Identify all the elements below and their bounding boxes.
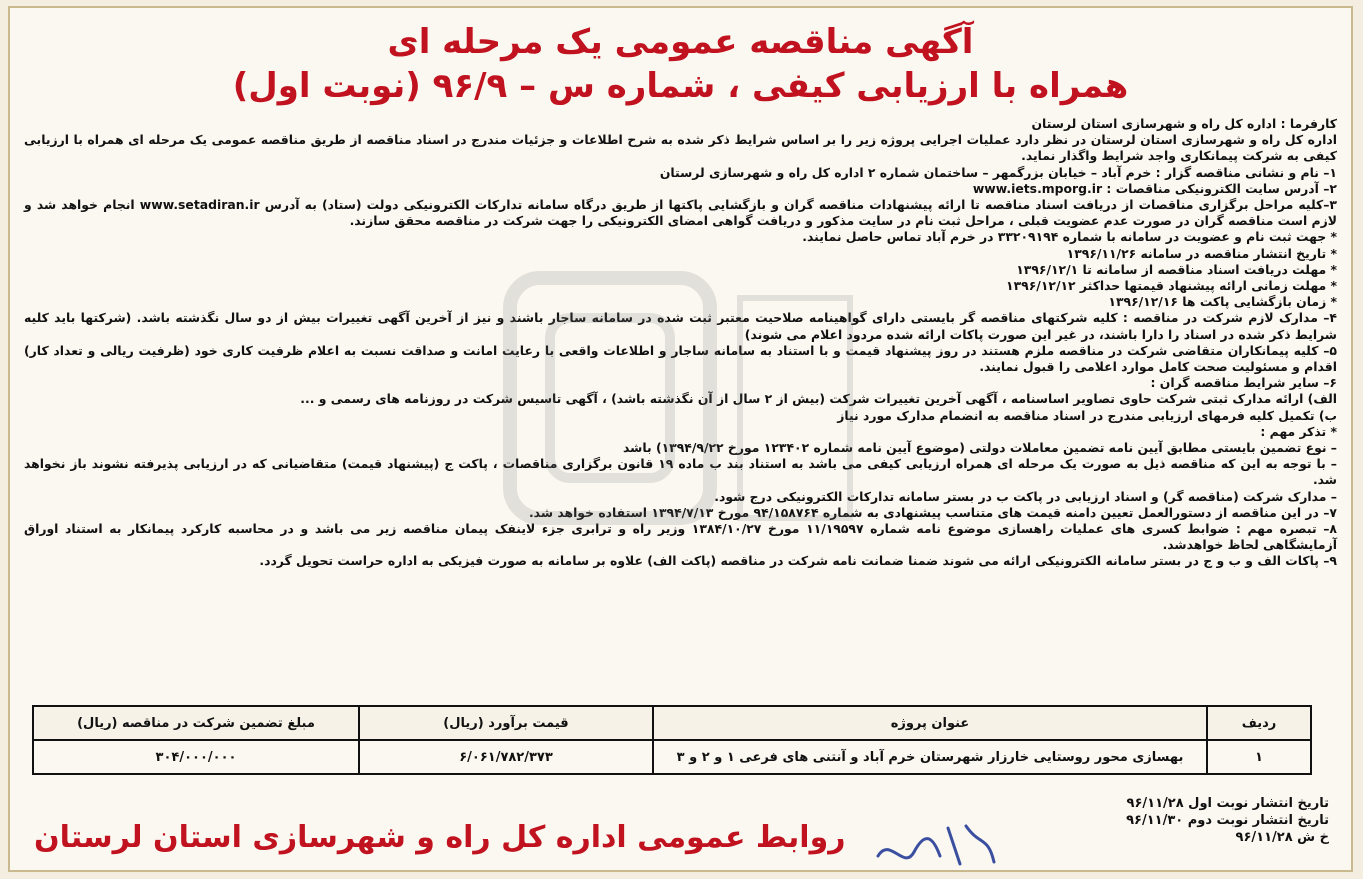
table-header-row [33, 706, 1311, 740]
notice-title-line2: همراه با ارزیابی کیفی ، شماره س – ۹۶/۹ (نوبت اول) [232, 66, 1129, 106]
code-date: خ ش ۹۶/۱۱/۲۸ [1235, 830, 1329, 845]
body-line: – با توجه به این که مناقصه ذیل به صورت یک مرحله ای همراه ارزیابی کیفی می باشد به استناد بند ب ماده ۱۹ قانون برگزاری مناقصات ، پاکت ج (پیشنهاد قیمت) متقاضیانی که در ارزیابی پذیرفته نشوند باز نخواهد شد. [24, 456, 1337, 488]
cell-guarantee: ۳۰۴/۰۰۰/۰۰۰ [33, 740, 359, 774]
body-line: * تاریخ انتشار مناقصه در سامانه ۱۳۹۶/۱۱/۲۶ [1066, 245, 1337, 261]
body-line: ۵– کلیه پیمانکاران متقاضی شرکت در مناقصه ملزم هستند در روز پیشنهاد قیمت و با استناد به سامانه ساجار و اطلاعات واقعی با رعایت امانت و صداقت نسبت به اعلام ظرفیت کاری خود (ظرفیت ریالی و تعداد کار) اقدام و مسئولیت صحت کامل موارد اعلامی را قبول نمایند. [24, 342, 1337, 375]
body-line: ۳–کلیه مراحل برگزاری مناقصات از دریافت اسناد مناقصه تا ارائه پیشنهادات مناقصه گران و بازگشایی پاکتها از طریق درگاه سامانه تدارکات الکترونیکی دولت (ستاد) به آدرس www.setadiran.ir انجام خواهد شد و لازم است مناقصه گران در صورت عدم عضویت قبلی ، مراحل ثبت نام در سایت مذکور و دریافت گواهی امضای الکترونیکی را جهت شرکت در مناقصه محقق سازند. [24, 197, 1337, 229]
body-line: * زمان بازگشایی پاکت ها ۱۳۹۶/۱۲/۱۶ [1108, 294, 1337, 310]
body-line: اداره کل راه و شهرسازی استان لرستان در نظر دارد عملیات اجرایی پروژه زیر را بر اساس شرایط ذکر شده به شرح اطلاعات و جزئیات مندرج در اسناد مناقصه از طریق مناقصه عمومی یک مرحله ای همراه با ارزیابی کیفی به شرکت پیمانکاری واجد شرایط واگذار نماید. [24, 132, 1337, 164]
project-table [32, 705, 1312, 775]
body-line: کارفرما : اداره کل راه و شهرسازی استان لرستان [1031, 116, 1337, 131]
body-line: ۴– مدارک لازم شرکت در مناقصه : کلیه شرکتهای مناقصه گر بایستی دارای گواهینامه صلاحیت معتبر ثبت شده در سامانه ساجار باشند و نیز از آخرین آگهی تغییرات بیش از دو سال نگذشته باشد. (شرکتها باید کلیه شرایط ذکر شده در اسناد را دارا باشند، در غیر این صورت پاکات ارائه شده مردود اعلام می شوند) [24, 310, 1337, 342]
body-line: ب) تکمیل کلیه فرمهای ارزیابی مندرج در اسناد مناقصه به انضمام مدارک مورد نیاز [837, 407, 1337, 423]
publication-dates [1126, 795, 1329, 846]
body-line: ۹– پاکات الف و ب و ج در بستر سامانه الکترونیکی ارائه می شوند ضمنا ضمانت نامه شرکت در مناقصه (پاکت الف) علاوه بر سامانه به صورت فیزیکی به اداره حراست تحویل گردد. [259, 553, 1337, 569]
body-line: – نوع تضمین بایستی مطابق آیین نامه تضمین معاملات دولتی (موضوع آیین نامه شماره ۱۲۳۴۰۲ مورخ ۱۳۹۴/۹/۲۲) باشد [622, 440, 1337, 456]
body-line: * تذکر مهم : [1260, 423, 1337, 439]
body-line: ۱– نام و نشانی مناقصه گزار : خرم آباد – خیابان بزرگمهر – ساختمان شماره ۲ اداره کل راه و شهرسازی لرستان [659, 164, 1337, 180]
body-line: * مهلت دریافت اسناد مناقصه از سامانه تا ۱۳۹۶/۱۲/۱ [1016, 261, 1337, 277]
header-estimate: قیمت برآورد (ریال) [359, 706, 653, 740]
body-line: ۸– تبصره مهم : ضوابط کسری های عملیات راهسازی موضوع نامه شماره ۱۱/۱۹۵۹۷ مورخ ۱۳۸۴/۱۰/۲۷ وزیر راه و ترابری جزء لاینفک پیمان مناقصه زیر می باشد و در محاسبه کارکرد پیمانکار به استناد اوراق آزمایشگاهی لحاظ خواهدشد. [24, 521, 1337, 553]
body-line: ۷– در این مناقصه از دستورالعمل تعیین دامنه قیمت های متناسب پیشنهادی به شماره ۹۴/۱۵۸۷۶۴ مورخ ۱۳۹۴/۷/۱۳ استفاده خواهد شد. [528, 504, 1337, 520]
header-guarantee: مبلغ تضمین شرکت در مناقصه (ریال) [33, 706, 359, 740]
handwritten-signature [870, 816, 1000, 872]
body-line: الف) ارائه مدارک ثبتی شرکت حاوی تصاویر اساسنامه ، آگهی آخرین تغییرات شرکت (بیش از ۲ سال از آن نگذشته باشد) ، آگهی تاسیس شرکت در روزنامه های رسمی و ... [300, 391, 1337, 407]
header-row-number: ردیف [1207, 706, 1311, 740]
body-line: ۶– سایر شرایط مناقصه گران : [1150, 375, 1337, 391]
header-project-title: عنوان پروژه [653, 706, 1207, 740]
notice-title-line1: آگهی مناقصه عمومی یک مرحله ای [387, 22, 974, 62]
first-publication-date: تاریخ انتشار نوبت اول ۹۶/۱۱/۲۸ [1126, 796, 1329, 811]
cell-project-title: بهسازی محور روستایی خارزار شهرستان خرم آباد و آنتنی های فرعی ۱ و ۲ و ۳ [653, 740, 1207, 774]
cell-row-number: ۱ [1207, 740, 1311, 774]
cell-estimate: ۶/۰۶۱/۷۸۲/۳۷۳ [359, 740, 653, 774]
body-line: * مهلت زمانی ارائه پیشنهاد قیمتها حداکثر ۱۳۹۶/۱۲/۱۲ [1006, 278, 1337, 294]
second-publication-date: تاریخ انتشار نوبت دوم ۹۶/۱۱/۳۰ [1126, 813, 1329, 828]
table-row [33, 740, 1311, 774]
tender-notice-page [8, 6, 1353, 872]
body-line: ۲– آدرس سایت الکترونیکی مناقصات : www.iets.mporg.ir [972, 180, 1337, 196]
body-line: – مدارک شرکت (مناقصه گر) و اسناد ارزیابی در پاکت ب در بستر سامانه تدارکات الکترونیکی درج شود. [714, 488, 1337, 504]
notice-body [10, 108, 1351, 570]
publisher-footer: روابط عمومی اداره کل راه و شهرسازی استان لرستان [34, 820, 846, 855]
body-line: * جهت ثبت نام و عضویت در سامانه با شماره ۳۳۲۰۹۱۹۴ در خرم آباد تماس حاصل نمایند. [802, 229, 1337, 245]
